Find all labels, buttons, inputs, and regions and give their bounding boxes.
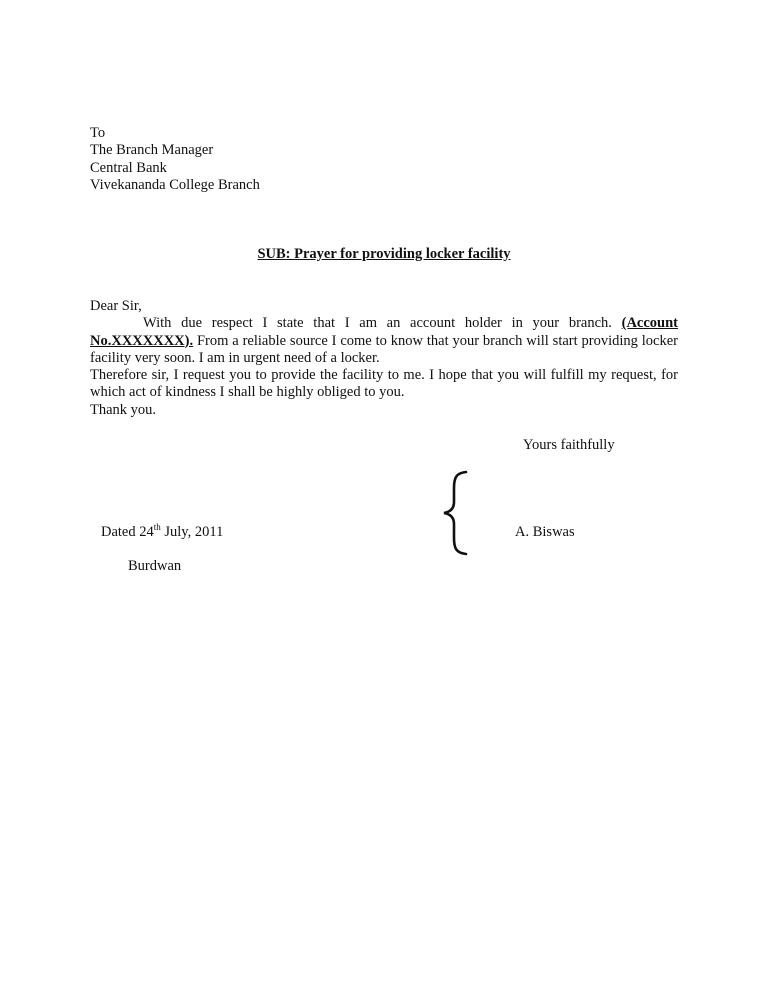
date-prefix: Dated 24 [101, 524, 154, 540]
letter-body [90, 298, 678, 419]
salutation: Dear Sir, [90, 298, 142, 314]
address-title: The Branch Manager [90, 142, 214, 159]
paragraph-1-start: With due respect I state that I am an account holder in your branch. [143, 315, 622, 332]
closing-line: Yours faithfully [523, 437, 615, 453]
address-to: To [90, 125, 106, 141]
paragraph-2: Therefore sir, I request you to provide the facility to me. I hope that you will fulfill my request, for which act of kindness I shall be highly obliged to you. [90, 367, 678, 401]
date-rest: July, 2011 [160, 524, 224, 540]
thanks-line: Thank you. [90, 401, 157, 418]
place-line: Burdwan [128, 558, 182, 574]
date-ordinal: th [153, 522, 161, 532]
curly-brace-icon [436, 462, 476, 562]
paragraph-1-end: From a reliable source I come to know that your branch will start providing locker facility very soon. I am in urgent need of a locker. [90, 332, 678, 366]
account-number: (Account No.XXXXXXX). [90, 315, 678, 349]
subject-line: SUB: Prayer for providing locker facility [257, 246, 511, 262]
address-bank: Central Bank [90, 159, 167, 176]
signature-name: A. Biswas [515, 524, 575, 540]
paragraph-1 [90, 315, 678, 367]
date-line [101, 524, 223, 541]
recipient-address [90, 125, 260, 194]
address-branch: Vivekananda College Branch [90, 176, 260, 193]
